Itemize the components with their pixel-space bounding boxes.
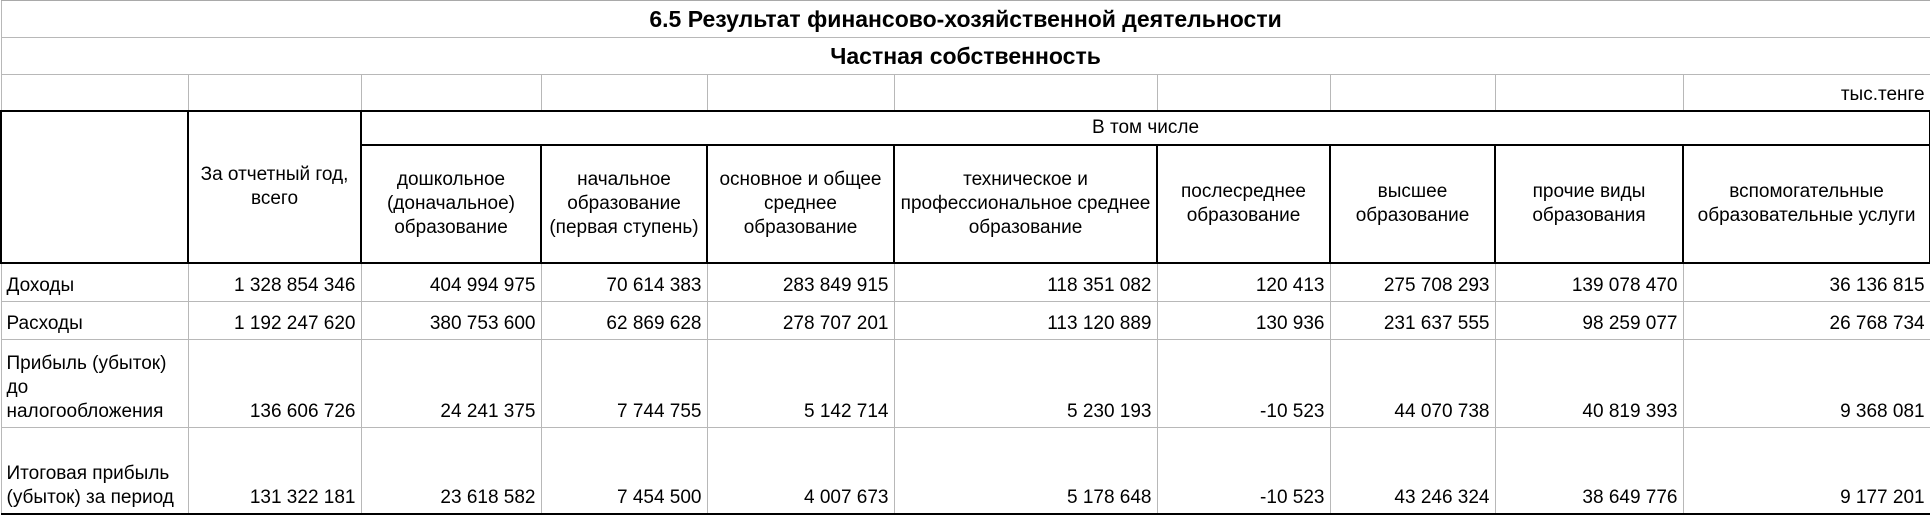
row-value: 130 936 bbox=[1157, 302, 1330, 340]
row-value: 36 136 815 bbox=[1683, 263, 1930, 302]
empty-cell bbox=[1495, 75, 1683, 112]
row-value: -10 523 bbox=[1157, 428, 1330, 515]
row-value: 404 994 975 bbox=[361, 263, 541, 302]
header-column: высшее образование bbox=[1330, 145, 1495, 263]
row-value: 283 849 915 bbox=[707, 263, 894, 302]
empty-cell bbox=[707, 75, 894, 112]
header-column: вспомогательные образовательные услуги bbox=[1683, 145, 1930, 263]
row-value: 62 869 628 bbox=[541, 302, 707, 340]
table-subtitle: Частная собственность bbox=[1, 38, 1930, 75]
row-value: 275 708 293 bbox=[1330, 263, 1495, 302]
empty-cell bbox=[188, 75, 361, 112]
row-value: 44 070 738 bbox=[1330, 340, 1495, 428]
header-column: послесреднее образование bbox=[1157, 145, 1330, 263]
row-value: 278 707 201 bbox=[707, 302, 894, 340]
empty-cell bbox=[541, 75, 707, 112]
row-total: 1 192 247 620 bbox=[188, 302, 361, 340]
row-value: 43 246 324 bbox=[1330, 428, 1495, 515]
header-total: За отчетный год, всего bbox=[188, 111, 361, 263]
row-label: Расходы bbox=[1, 302, 188, 340]
header-column: основное и общее среднее образование bbox=[707, 145, 894, 263]
row-value: 120 413 bbox=[1157, 263, 1330, 302]
row-value: 5 142 714 bbox=[707, 340, 894, 428]
row-label: Итоговая прибыль (убыток) за период bbox=[1, 428, 188, 515]
row-value: 231 637 555 bbox=[1330, 302, 1495, 340]
row-total: 136 606 726 bbox=[188, 340, 361, 428]
row-value: 23 618 582 bbox=[361, 428, 541, 515]
row-label: Доходы bbox=[1, 263, 188, 302]
table-row bbox=[1, 302, 1930, 340]
table-row bbox=[1, 428, 1930, 515]
row-value: 5 178 648 bbox=[894, 428, 1157, 515]
row-label: Прибыль (убыток) до налогообложения bbox=[1, 340, 188, 428]
row-value: 9 177 201 bbox=[1683, 428, 1930, 515]
row-value: 70 614 383 bbox=[541, 263, 707, 302]
empty-cell bbox=[1157, 75, 1330, 112]
row-value: 4 007 673 bbox=[707, 428, 894, 515]
empty-cell bbox=[1, 75, 188, 112]
header-column: дошкольное (доначальное) образование bbox=[361, 145, 541, 263]
unit-label: тыс.тенге bbox=[1683, 75, 1930, 112]
header-label-corner bbox=[1, 111, 188, 263]
table-row bbox=[1, 263, 1930, 302]
row-total: 1 328 854 346 bbox=[188, 263, 361, 302]
header-group: В том числе bbox=[361, 111, 1930, 145]
empty-cell bbox=[894, 75, 1157, 112]
header-column: прочие виды образования bbox=[1495, 145, 1683, 263]
row-value: 40 819 393 bbox=[1495, 340, 1683, 428]
row-total: 131 322 181 bbox=[188, 428, 361, 515]
row-value: 118 351 082 bbox=[894, 263, 1157, 302]
row-value: 380 753 600 bbox=[361, 302, 541, 340]
row-value: 26 768 734 bbox=[1683, 302, 1930, 340]
row-value: 24 241 375 bbox=[361, 340, 541, 428]
row-value: 38 649 776 bbox=[1495, 428, 1683, 515]
empty-cell bbox=[361, 75, 541, 112]
row-value: 98 259 077 bbox=[1495, 302, 1683, 340]
header-column: начальное образование (первая ступень) bbox=[541, 145, 707, 263]
row-value: -10 523 bbox=[1157, 340, 1330, 428]
row-value: 5 230 193 bbox=[894, 340, 1157, 428]
row-value: 139 078 470 bbox=[1495, 263, 1683, 302]
row-value: 9 368 081 bbox=[1683, 340, 1930, 428]
header-column: техническое и профессиональное среднее образование bbox=[894, 145, 1157, 263]
empty-cell bbox=[1330, 75, 1495, 112]
table-title: 6.5 Результат финансово-хозяйственной деятельности bbox=[1, 1, 1930, 38]
row-value: 7 744 755 bbox=[541, 340, 707, 428]
row-value: 7 454 500 bbox=[541, 428, 707, 515]
row-value: 113 120 889 bbox=[894, 302, 1157, 340]
table-row bbox=[1, 340, 1930, 428]
